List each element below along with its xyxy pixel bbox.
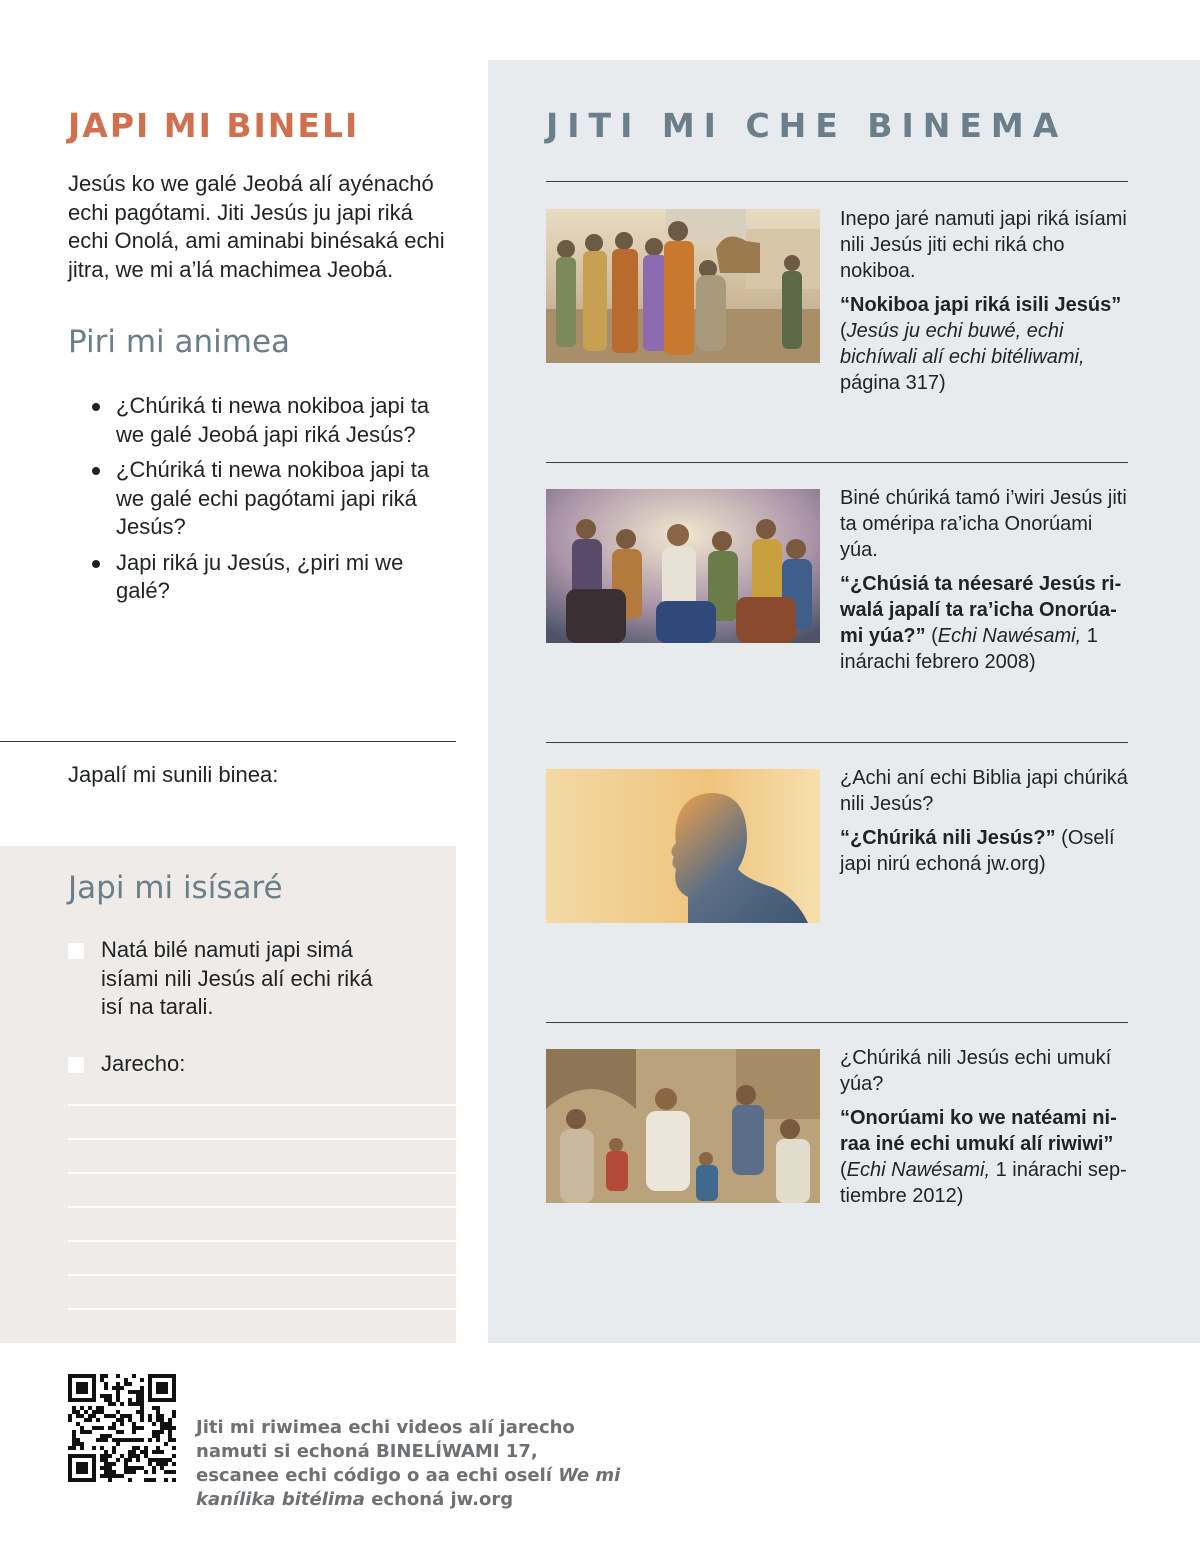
learn-image-disciples-town[interactable] <box>546 209 820 363</box>
learn-item-text <box>840 1045 1130 1209</box>
divider <box>546 462 1128 463</box>
learn-item-desc: Inepo jaré namuti japi riká isíami nili Jesús jiti echi riká cho nokiboa. <box>840 208 1127 282</box>
footer-text-post: echoná jw.org <box>364 1489 514 1510</box>
write-line[interactable] <box>68 1206 456 1208</box>
question-item: ¿Chúriká ti newa nokiboa japi ta we galé Jeobá japi riká Jesús? <box>90 392 450 449</box>
question-item: ¿Chúriká ti newa nokiboa japi ta we galé echi pagótami japi riká Jesús? <box>90 456 450 542</box>
review-body: Jesús ko we galé Jeobá alí ayénachó echi pagótami. Jiti Jesús ju japi riká echi Onolá, ami aminabi binésaká echi jitra, we mi a’lá machimea Jeobá. <box>68 171 445 282</box>
source-paren: (Oselí japi nirú echoná jw.org) <box>840 827 1115 875</box>
learn-image-silhouette[interactable] <box>546 769 820 923</box>
learn-item-source <box>840 825 1130 877</box>
learn-item-link[interactable]: “¿Chúriká nili Jesús?” <box>840 827 1056 849</box>
goal-item <box>68 1050 398 1079</box>
write-line[interactable] <box>68 1172 456 1174</box>
source-paren: ( <box>840 1159 847 1181</box>
goal-checkbox[interactable] <box>68 1057 84 1073</box>
learn-item-source <box>840 571 1130 675</box>
questions-title: Piri mi animea <box>68 324 291 360</box>
source-paren: ( <box>925 625 938 647</box>
questions-list <box>90 392 450 613</box>
review-title: JAPI MI BINELI <box>68 106 360 145</box>
goal-text: Jarecho: <box>101 1051 186 1076</box>
qr-code-icon[interactable] <box>68 1374 176 1482</box>
source-detail: página 317) <box>840 372 946 394</box>
learn-item-text <box>840 765 1130 877</box>
learn-title: JITI MI CHE BINEMA <box>546 106 1068 145</box>
goal-text: Natá bilé namuti japi simá isíami nili Jesús alí echi riká isí na tarali. <box>101 937 373 1019</box>
question-item: Japi riká ju Jesús, ¿piri mi we galé? <box>90 549 450 606</box>
source-paren: ( <box>840 320 847 342</box>
goal-checkbox[interactable] <box>68 943 84 959</box>
write-line[interactable] <box>68 1308 456 1310</box>
source-title: Jesús ju echi buwé, echi bichíwali alí echi bitéliwami, <box>840 320 1085 368</box>
goal-item <box>68 936 398 1022</box>
notes-label: Japalí mi sunili binea: <box>68 762 279 787</box>
write-line[interactable] <box>68 1104 456 1106</box>
learn-item-link[interactable]: “Onorúami ko we natéami niraa iné echi umukí alí riwiwi” <box>840 1107 1117 1155</box>
footer-link-title[interactable]: We mi kanílika bitélima <box>196 1465 621 1510</box>
learn-image-children[interactable] <box>546 1049 820 1203</box>
learn-item-link[interactable]: “Nokiboa japi riká isili Jesús” <box>840 294 1122 316</box>
learn-item-link[interactable]: “¿Chúsiá ta néesaré Jesús riwalá japalí ta ra’icha Onorúami yúa?” <box>840 573 1122 647</box>
divider <box>546 181 1128 182</box>
footer-text-pre: Jiti mi riwimea echi videos alí jarecho namuti si echoná BINELÍWAMI 17, escanee echi código o aa echi oselí <box>196 1417 575 1486</box>
source-title: Echi Nawésami, <box>846 1159 991 1181</box>
divider <box>546 1022 1128 1023</box>
write-line[interactable] <box>68 1274 456 1276</box>
learn-item-desc: ¿Chúriká nili Jesús echi umukí yúa? <box>840 1047 1112 1095</box>
learn-item-text <box>840 206 1130 396</box>
goals-panel <box>0 846 456 1343</box>
learn-item-text <box>840 485 1130 675</box>
write-line[interactable] <box>68 1138 456 1140</box>
footer-text <box>196 1416 626 1512</box>
learn-item-desc: ¿Achi aní echi Biblia japi chúriká nili Jesús? <box>840 767 1128 815</box>
goals-title: Japi mi isísaré <box>68 870 283 906</box>
source-detail: 1 inárachi septiembre 2012) <box>840 1159 1127 1207</box>
learn-item-source <box>840 292 1130 396</box>
source-title: Echi Nawésami, <box>937 625 1082 647</box>
divider <box>0 741 456 742</box>
learn-image-apostles[interactable] <box>546 489 820 643</box>
divider <box>546 742 1128 743</box>
learn-item-desc: Biné chúriká tamó i’wiri Jesús jiti ta oméripa ra’icha Onorúami yúa. <box>840 487 1127 561</box>
learn-item-source <box>840 1105 1130 1209</box>
write-line[interactable] <box>68 1240 456 1242</box>
source-detail: 1 inárachi febrero 2008) <box>840 625 1098 673</box>
